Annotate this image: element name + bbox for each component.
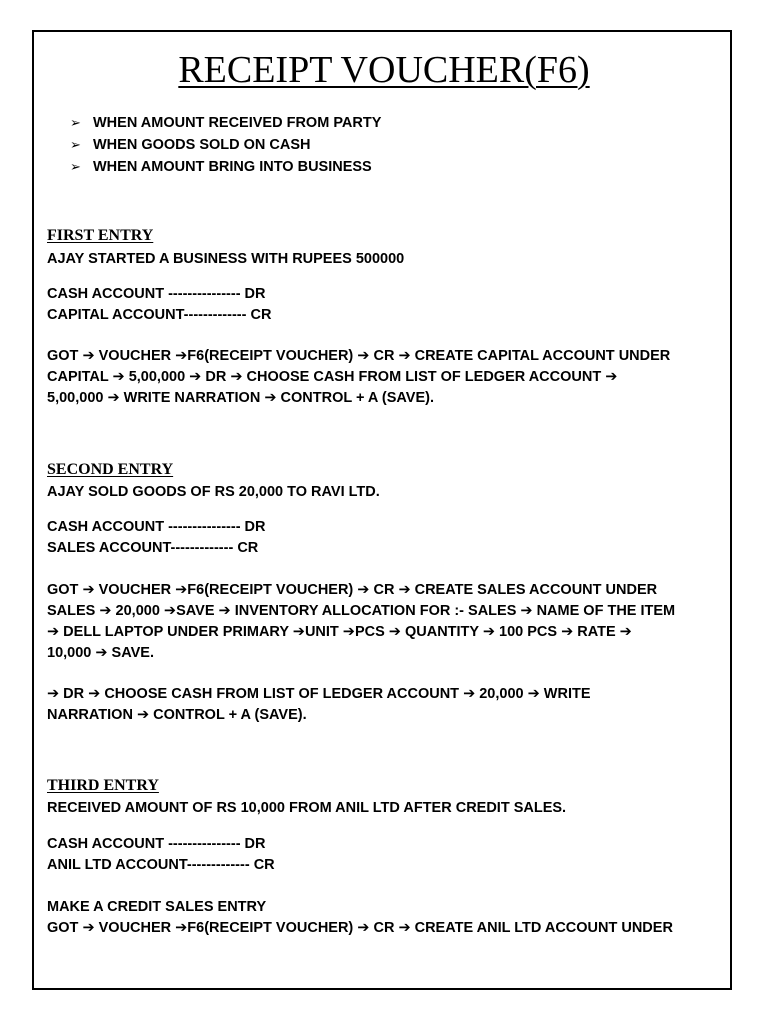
second-entry-journal <box>47 517 727 559</box>
journal-line: CAPITAL ACCOUNT------------- CR <box>47 307 272 323</box>
second-entry-steps-continued <box>47 684 727 726</box>
first-entry-heading: FIRST ENTRY <box>47 227 154 244</box>
second-entry-heading: SECOND ENTRY <box>47 461 174 478</box>
step-line: MAKE A CREDIT SALES ENTRY <box>47 899 267 915</box>
bullet-item: ➢ WHEN AMOUNT BRING INTO BUSINESS <box>70 156 381 178</box>
step-line: 5,00,000 ➔ WRITE NARRATION ➔ CONTROL + A (SAVE). <box>47 390 434 406</box>
bullet-list <box>70 112 381 178</box>
first-entry-journal <box>47 284 727 326</box>
step-line: ➔ DELL LAPTOP UNDER PRIMARY ➔UNIT ➔PCS ➔ QUANTITY ➔ 100 PCS ➔ RATE ➔ <box>47 624 632 640</box>
arrow-bullet-icon: ➢ <box>70 115 81 130</box>
first-entry-steps <box>47 346 727 409</box>
arrow-bullet-icon: ➢ <box>70 159 81 174</box>
step-line: GOT ➔ VOUCHER ➔F6(RECEIPT VOUCHER) ➔ CR ➔ CREATE CAPITAL ACCOUNT UNDER <box>47 348 671 364</box>
journal-line: ANIL LTD ACCOUNT------------- CR <box>47 857 275 873</box>
arrow-bullet-icon: ➢ <box>70 137 81 152</box>
step-line: NARRATION ➔ CONTROL + A (SAVE). <box>47 707 307 723</box>
bullet-item: ➢ WHEN GOODS SOLD ON CASH <box>70 134 381 156</box>
third-entry-heading: THIRD ENTRY <box>47 777 159 794</box>
second-entry-steps <box>47 580 727 664</box>
step-line: CAPITAL ➔ 5,00,000 ➔ DR ➔ CHOOSE CASH FROM LIST OF LEDGER ACCOUNT ➔ <box>47 369 618 385</box>
third-entry-journal <box>47 834 727 876</box>
step-line: SALES ➔ 20,000 ➔SAVE ➔ INVENTORY ALLOCATION FOR :- SALES ➔ NAME OF THE ITEM <box>47 603 676 619</box>
journal-line: SALES ACCOUNT------------- CR <box>47 540 259 556</box>
step-line: GOT ➔ VOUCHER ➔F6(RECEIPT VOUCHER) ➔ CR ➔ CREATE ANIL LTD ACCOUNT UNDER <box>47 920 673 936</box>
journal-line: CASH ACCOUNT --------------- DR <box>47 519 266 535</box>
first-entry-description: AJAY STARTED A BUSINESS WITH RUPEES 500000 <box>47 251 405 267</box>
third-entry-steps <box>47 897 727 939</box>
journal-line: CASH ACCOUNT --------------- DR <box>47 286 266 302</box>
second-entry-description: AJAY SOLD GOODS OF RS 20,000 TO RAVI LTD. <box>47 484 380 500</box>
third-entry-description: RECEIVED AMOUNT OF RS 10,000 FROM ANIL LTD AFTER CREDIT SALES. <box>47 800 567 816</box>
step-line: GOT ➔ VOUCHER ➔F6(RECEIPT VOUCHER) ➔ CR ➔ CREATE SALES ACCOUNT UNDER <box>47 582 658 598</box>
page-title: RECEIPT VOUCHER(F6) <box>178 49 590 91</box>
step-line: ➔ DR ➔ CHOOSE CASH FROM LIST OF LEDGER ACCOUNT ➔ 20,000 ➔ WRITE <box>47 686 591 702</box>
journal-line: CASH ACCOUNT --------------- DR <box>47 836 266 852</box>
bullet-item: ➢ WHEN AMOUNT RECEIVED FROM PARTY <box>70 112 381 134</box>
step-line: 10,000 ➔ SAVE. <box>47 645 154 661</box>
